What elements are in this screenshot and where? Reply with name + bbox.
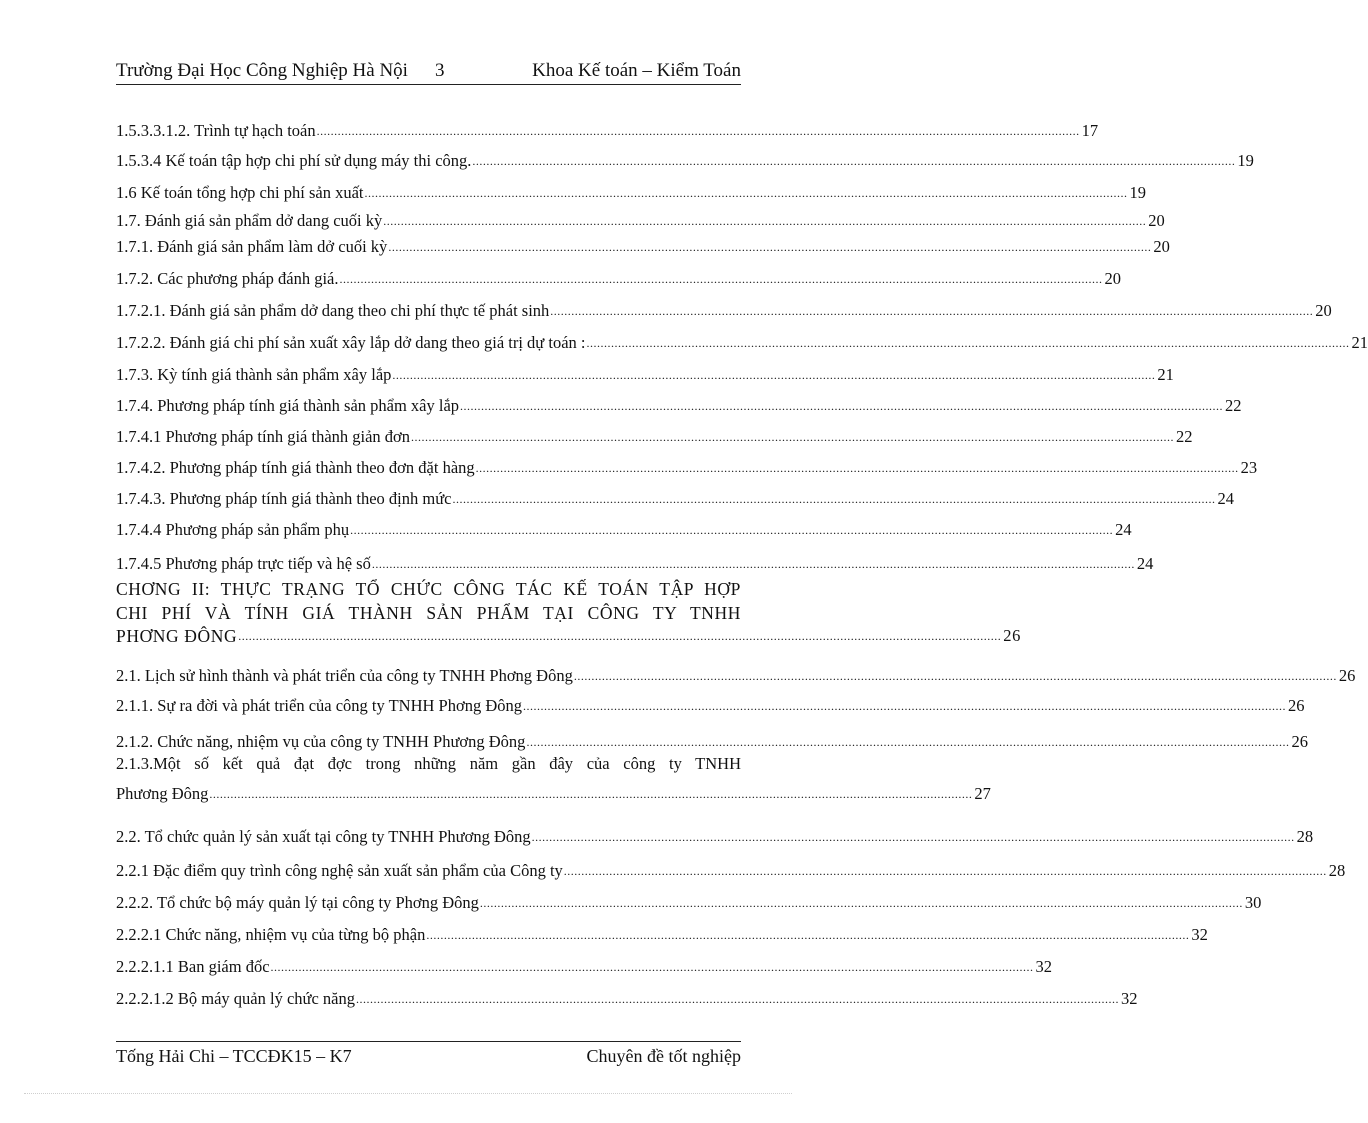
toc-entry <box>116 417 1193 448</box>
toc-leader <box>574 667 1337 685</box>
toc-leader <box>317 122 1080 140</box>
toc-leader <box>209 785 972 803</box>
toc-entry-page: 21 <box>1351 333 1368 352</box>
toc-entry <box>116 510 1132 541</box>
toc-entry-label: 2.2. Tổ chức quản lý sản xuất tại công ty TNHH Phương Đông <box>116 827 531 846</box>
toc-leader <box>340 270 1103 288</box>
toc-entry <box>116 848 1346 882</box>
chapter-title-line-3 <box>116 625 1021 647</box>
toc-leader <box>271 958 1034 976</box>
toc-entry <box>116 479 1234 510</box>
toc-entry-page: 26 <box>1338 666 1356 685</box>
toc-leader <box>476 459 1239 477</box>
toc-leader <box>383 212 1146 230</box>
toc-entry-label: 1.5.3.3.1.2. Trình tự hạch toán <box>116 121 316 140</box>
toc-entry-page: 32 <box>1191 925 1208 944</box>
toc-entry-multiline <box>116 753 991 817</box>
toc-entry <box>116 541 1154 575</box>
toc-entry-label: 1.7.3. Kỳ tính giá thành sản phẩm xây lắp <box>116 365 392 384</box>
toc-entry-page: 22 <box>1176 427 1193 446</box>
toc-entry-label-line-1: 2.1.3.Một số kết quả đạt đợc trong những năm gần đây của công ty TNHH <box>116 754 741 773</box>
header-school-name: Trường Đại Học Công Nghiệp Hà Nội <box>116 60 408 81</box>
toc-leader <box>532 828 1295 846</box>
toc-entry-page: 32 <box>1120 989 1138 1008</box>
toc-entry-page: 20 <box>1104 269 1122 288</box>
toc-entry <box>116 717 1308 753</box>
toc-entry-label: 1.7.4. Phương pháp tính giá thành sản phẩm xây lắp <box>116 396 460 415</box>
toc-entry-label: 1.7.1. Đánh giá sản phẩm làm dở cuối kỳ <box>116 237 388 256</box>
toc-entry-label: PHƠNG ĐÔNG <box>116 626 238 646</box>
toc-entry-page: 27 <box>974 784 991 803</box>
toc-entry-page: 26 <box>1291 732 1308 751</box>
toc-entry-label: 1.5.3.4 Kế toán tập hợp chi phí sử dụng máy thi công. <box>116 151 472 170</box>
toc-entry-label: 2.2.2. Tổ chức bộ máy quản lý tại công ty Phơng Đông <box>116 893 479 912</box>
toc-entry-page: 17 <box>1081 121 1099 140</box>
page-footer <box>116 1041 741 1066</box>
toc-entry <box>116 946 1053 978</box>
toc-entry-label: 2.2.2.1.1 Ban giám đốc <box>116 957 270 976</box>
toc-entry-label: 2.2.1 Đặc điểm quy trình công nghệ sản xuất sản phẩm của Công ty <box>116 861 563 880</box>
toc-entry-page: 32 <box>1035 957 1053 976</box>
toc-entry-page: 21 <box>1157 365 1174 384</box>
toc-entry-page: 26 <box>1003 626 1021 645</box>
header-page-number: 3 <box>435 60 445 81</box>
toc-entry <box>116 258 1122 290</box>
toc-entry-label: 1.7. Đánh giá sản phẩm dở dang cuối kỳ <box>116 211 383 230</box>
toc-entry-page: 30 <box>1244 893 1262 912</box>
toc-entry-label: Phương Đông <box>116 784 209 803</box>
toc-entry <box>116 172 1146 204</box>
toc-entry <box>116 978 1138 1010</box>
toc-leader <box>238 627 1001 645</box>
toc-entry-page: 19 <box>1129 183 1146 202</box>
toc-entry-page: 24 <box>1136 554 1154 573</box>
toc-entry-page: 23 <box>1240 458 1258 477</box>
toc-entry <box>116 142 1254 172</box>
toc-leader <box>388 238 1151 256</box>
toc-entry <box>116 354 1174 386</box>
toc-leader <box>472 152 1235 170</box>
footer-document-type: Chuyên đề tốt nghiệp <box>586 1046 741 1066</box>
toc-entry <box>116 204 1165 232</box>
toc-entry <box>116 290 1332 322</box>
toc-entry-label: 2.2.2.1.2 Bộ máy quản lý chức năng <box>116 989 355 1008</box>
toc-entry <box>116 322 1368 354</box>
toc-chapter-heading <box>116 575 1021 657</box>
toc-entry-label: 1.7.4.1 Phương pháp tính giá thành giản đơn <box>116 427 411 446</box>
toc-entry-page: 20 <box>1315 301 1332 320</box>
toc-entry-page: 19 <box>1237 151 1254 170</box>
toc-entry <box>116 817 1314 848</box>
toc-leader <box>523 697 1286 715</box>
toc-leader <box>356 990 1119 1008</box>
toc-entry <box>116 657 1356 687</box>
toc-entry <box>116 232 1170 258</box>
chapter-title-line-1: CHƠNG II: THỰC TRẠNG TỔ CHỨC CÔNG TÁC KẾ TOÁN TẬP HỢP <box>116 579 741 599</box>
toc-entry-label: 1.7.2.2. Đánh giá chi phí sản xuất xây lắp dở dang theo giá trị dự toán : <box>116 333 586 352</box>
toc-leader <box>453 490 1216 508</box>
page-bottom-divider <box>24 1093 792 1094</box>
toc-entry-label: 1.7.4.3. Phương pháp tính giá thành theo định mức <box>116 489 452 508</box>
toc-entry <box>116 386 1242 417</box>
toc-entry-label: 1.7.4.4 Phương pháp sản phẩm phụ <box>116 520 350 539</box>
toc-entry-page: 24 <box>1115 520 1132 539</box>
toc-entry-label: 2.1. Lịch sử hình thành và phát triển của công ty TNHH Phơng Đông <box>116 666 573 685</box>
toc-leader <box>364 184 1127 202</box>
toc-entry-label: 2.2.2.1 Chức năng, nhiệm vụ của từng bộ phận <box>116 925 426 944</box>
toc-entry <box>116 112 1099 142</box>
toc-entry-label: 1.7.4.5 Phương pháp trực tiếp và hệ số <box>116 554 371 573</box>
toc-leader <box>526 733 1289 751</box>
toc-entry-page: 20 <box>1153 237 1170 256</box>
footer-author: Tống Hải Chi – TCCĐK15 – K7 <box>116 1046 352 1066</box>
toc-entry-page: 22 <box>1225 396 1242 415</box>
toc-entry <box>116 448 1258 479</box>
toc-entry-page: 28 <box>1296 827 1314 846</box>
toc-entry <box>116 882 1262 914</box>
toc-entry-page: 26 <box>1288 696 1305 715</box>
toc-leader <box>392 366 1155 384</box>
toc-entry <box>116 914 1208 946</box>
toc-entry-label: 1.7.2.1. Đánh giá sản phẩm dở dang theo chi phí thực tế phát sinh <box>116 301 550 320</box>
toc-entry-label: 1.7.4.2. Phương pháp tính giá thành theo đơn đặt hàng <box>116 458 475 477</box>
toc-leader <box>426 926 1189 944</box>
toc-entry-label: 1.7.2. Các phương pháp đánh giá. <box>116 269 339 288</box>
toc-leader <box>350 521 1113 539</box>
toc-entry-page: 20 <box>1148 211 1165 230</box>
toc-leader <box>587 334 1350 352</box>
toc-leader <box>372 555 1135 573</box>
chapter-title-line-2: CHI PHÍ VÀ TÍNH GIÁ THÀNH SẢN PHẨM TẠI CÔNG TY TNHH <box>116 603 741 623</box>
toc-entry-page: 24 <box>1217 489 1234 508</box>
toc-leader <box>550 302 1313 320</box>
toc-entry-line-2 <box>116 783 991 805</box>
table-of-contents <box>116 112 1368 1010</box>
toc-entry-page: 28 <box>1328 861 1346 880</box>
toc-leader <box>411 428 1174 446</box>
toc-entry-label: 2.1.2. Chức năng, nhiệm vụ của công ty TNHH Phương Đông <box>116 732 526 751</box>
toc-entry-label: 2.1.1. Sự ra đời và phát triển của công ty TNHH Phơng Đông <box>116 696 522 715</box>
header-faculty-name: Khoa Kế toán – Kiểm Toán <box>532 60 741 81</box>
toc-entry <box>116 687 1305 717</box>
page-header <box>116 58 741 85</box>
toc-leader <box>480 894 1243 912</box>
toc-leader <box>564 862 1327 880</box>
toc-leader <box>460 397 1223 415</box>
toc-entry-label: 1.6 Kế toán tổng hợp chi phí sản xuất <box>116 183 364 202</box>
